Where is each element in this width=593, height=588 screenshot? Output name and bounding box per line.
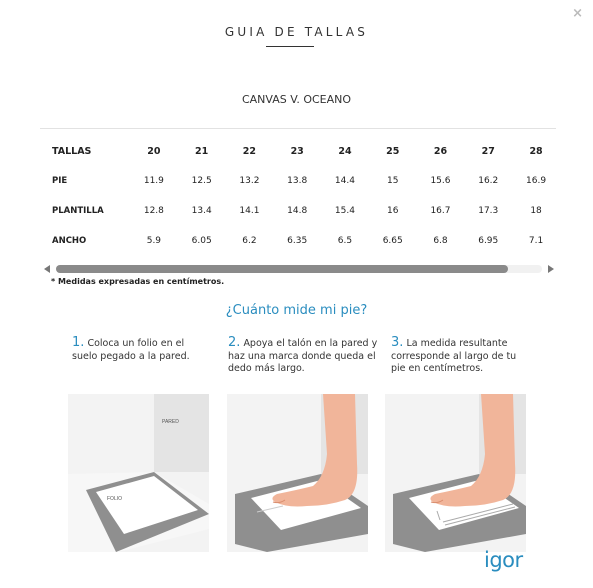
ancho-cell: 6.95	[478, 236, 499, 246]
illustration-sheet-against-wall	[68, 394, 209, 552]
size-cell: 25	[386, 145, 400, 157]
step-text: Apoya el talón en la pared y haz una marca donde queda el dedo más largo.	[228, 338, 378, 374]
plantilla-cell: 14.8	[287, 206, 308, 216]
ancho-cell: 6.05	[191, 236, 212, 246]
plantilla-cell: 13.4	[191, 206, 212, 216]
row-header-ancho: ANCHO	[52, 236, 87, 246]
size-cell: 23	[290, 145, 304, 157]
step-number: 2.	[228, 335, 241, 350]
table-row-tallas	[40, 136, 560, 166]
step-text: Coloca un folio en el suelo pegado a la pared.	[72, 338, 190, 362]
size-cell: 24	[338, 145, 352, 157]
size-table	[40, 136, 560, 256]
table-row-plantilla	[40, 196, 560, 226]
plantilla-cell: 12.8	[143, 206, 164, 216]
pie-cell: 16.9	[526, 176, 547, 186]
step-text: La medida resultante corresponde al largo de tu pie en centímetros.	[391, 338, 517, 374]
size-cell: 22	[242, 145, 257, 157]
plantilla-cell: 17.3	[478, 206, 499, 216]
size-cell: 20	[147, 145, 161, 157]
table-scrollbar[interactable]	[40, 263, 556, 275]
sheet-label: FOLIO	[107, 496, 123, 502]
size-cell: 26	[433, 145, 448, 157]
units-note: * Medidas expresadas en centímetros.	[51, 277, 225, 286]
wall-label: PARED	[162, 419, 179, 425]
product-name: CANVAS V. OCEANO	[241, 93, 352, 106]
ancho-cell: 6.65	[382, 236, 403, 246]
step-number: 3.	[391, 335, 404, 350]
size-cell: 21	[195, 145, 209, 157]
row-header-tallas: TALLAS	[52, 145, 92, 157]
scroll-left-icon[interactable]	[44, 265, 50, 273]
step-1	[72, 337, 202, 363]
plantilla-cell: 15.4	[334, 206, 355, 216]
illustration-heel-mark	[227, 394, 368, 552]
ancho-cell: 6.35	[287, 236, 308, 246]
scroll-right-icon[interactable]	[548, 265, 554, 273]
pie-cell: 15.6	[430, 176, 451, 186]
howto-heading: ¿Cuánto mide mi pie?	[225, 303, 368, 318]
size-cell: 27	[481, 145, 495, 157]
size-cell: 28	[529, 145, 543, 157]
table-row-ancho	[40, 226, 560, 256]
table-divider	[40, 128, 556, 129]
pie-cell: 13.2	[239, 176, 260, 186]
close-icon[interactable]: ×	[572, 6, 583, 21]
step-3	[391, 337, 531, 376]
brand-logo: igor	[484, 548, 523, 572]
step-number: 1.	[72, 335, 85, 350]
title-underline	[266, 46, 314, 47]
pie-cell: 11.9	[143, 176, 164, 186]
pie-cell: 15	[386, 176, 399, 186]
row-header-plantilla: PLANTILLA	[52, 206, 104, 216]
ancho-cell: 7.1	[528, 236, 544, 246]
pie-cell: 14.4	[334, 176, 355, 186]
illustration-foot-measure	[385, 394, 526, 552]
ancho-cell: 5.9	[146, 236, 162, 246]
plantilla-cell: 14.1	[239, 206, 260, 216]
pie-cell: 16.2	[478, 176, 499, 186]
plantilla-cell: 16.7	[430, 206, 451, 216]
ancho-cell: 6.5	[337, 236, 353, 246]
pie-cell: 13.8	[287, 176, 308, 186]
ancho-cell: 6.2	[242, 236, 257, 246]
scrollbar-thumb[interactable]	[56, 265, 508, 273]
plantilla-cell: 18	[530, 206, 542, 216]
plantilla-cell: 16	[386, 206, 399, 216]
table-row-pie	[40, 166, 560, 196]
step-2	[228, 337, 378, 376]
row-header-pie: PIE	[52, 176, 68, 186]
ancho-cell: 6.8	[433, 236, 448, 246]
scrollbar-track[interactable]	[56, 265, 542, 273]
pie-cell: 12.5	[191, 176, 212, 186]
page-title: GUIA DE TALLAS	[224, 25, 369, 39]
